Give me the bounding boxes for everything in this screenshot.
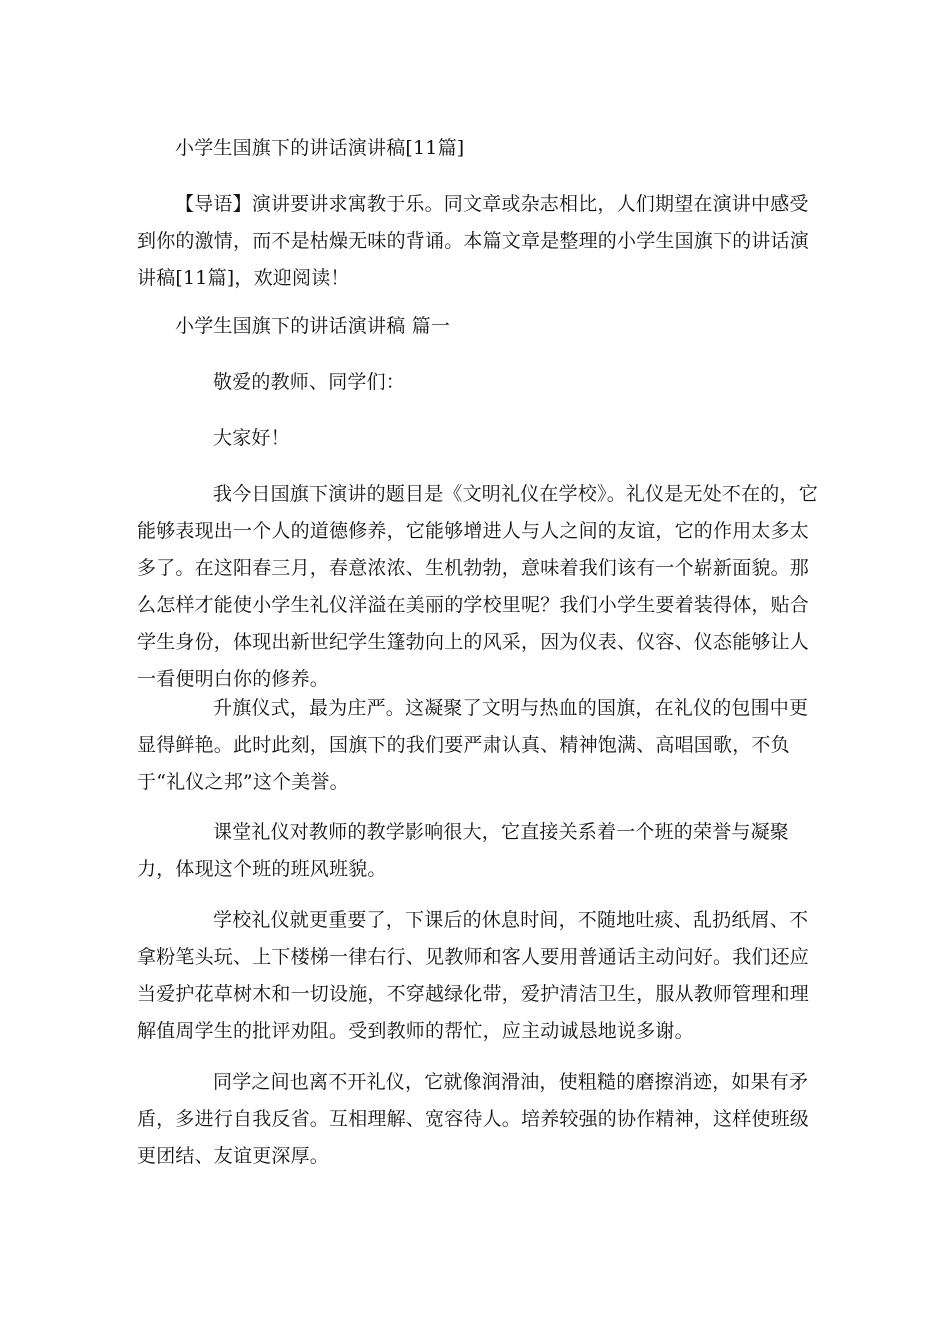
body-paragraph: 课堂礼仪对教师的教学影响很大，它直接关系着一个班的荣誉与凝聚力，体现这个班的班风班貌。: [137, 821, 790, 880]
body-paragraph: 学校礼仪就更重要了，下课后的休息时间，不随地吐痰、乱扔纸屑、不拿粉笔头玩、上下楼梯一律右行、见教师和客人要用普通话主动问好。我们还应当爱护花草树木和一切设施，不穿越绿化带，爱护清洁卫生，服从教师管理和理解值周学生的批评劝阻。受到教师的帮忙，应主动诚恳地说多谢。: [137, 909, 810, 1042]
salutation: 敬爱的教师、同学们：: [213, 371, 406, 393]
document-title: 小学生国旗下的讲话演讲稿[11篇]: [175, 137, 465, 159]
section-heading: 小学生国旗下的讲话演讲稿 篇一: [175, 315, 451, 337]
body-paragraph: 同学之间也离不开礼仪，它就像润滑油，使粗糙的磨擦消迹，如果有矛盾，多进行自我反省。互相理解、宽容待人。培养较强的协作精神，这样使班级更团结、友谊更深厚。: [137, 1071, 810, 1167]
body-paragraph: 升旗仪式，最为庄严。这凝聚了文明与热血的国旗，在礼仪的包围中更显得鲜艳。此时此刻，国旗下的我们要严肃认真、精神饱满、高唱国歌，不负于“礼仪之邦”这个美誉。: [137, 697, 809, 793]
greeting: 大家好！: [213, 427, 290, 449]
body-paragraph: 我今日国旗下演讲的题目是《文明礼仪在学校》。礼仪是无处不在的，它能够表现出一个人的道德修养，它能够增进人与人之间的友谊，它的作用太多太多了。在这阳春三月，春意浓浓、生机勃勃，意味着我们该有一个崭新面貌。那么怎样才能使小学生礼仪洋溢在美丽的学校里呢？我们小学生要着装得体，贴合学生身份，体现出新世纪学生篷勃向上的风采，因为仪表、仪容、仪态能够让人一看便明白你的修养。: [137, 483, 818, 690]
intro-paragraph: 【导语】演讲要讲求寓教于乐。同文章或杂志相比，人们期望在演讲中感受到你的激情，而不是枯燥无味的背诵。本篇文章是整理的小学生国旗下的讲话演讲稿[11篇]，欢迎阅读！: [137, 193, 810, 289]
